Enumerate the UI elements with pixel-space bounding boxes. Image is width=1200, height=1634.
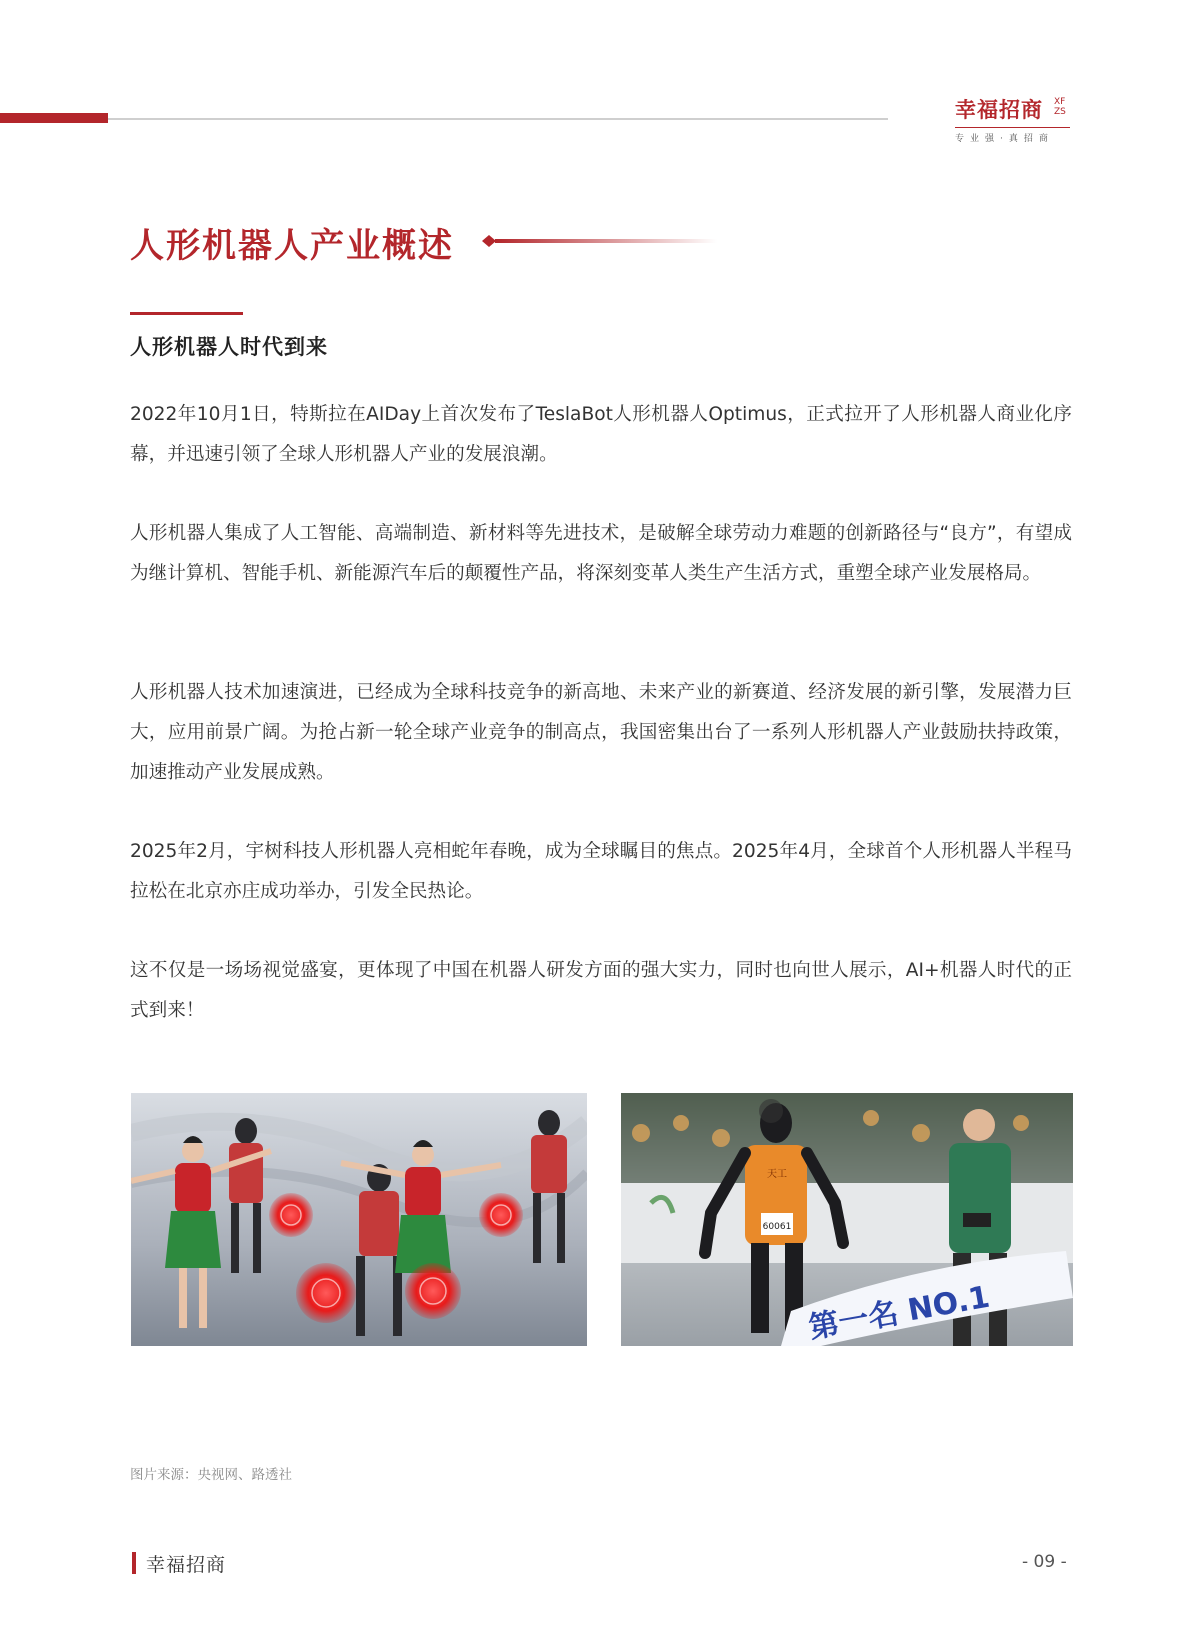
image-source-caption: 图片来源：央视网、路透社 [130, 1467, 292, 1483]
page-number: - 09 - [1022, 1552, 1067, 1572]
banner-first-place: 第一名 NO.1 [806, 1279, 993, 1346]
footer-accent-bar [132, 1552, 136, 1574]
brand-name: 幸福招商 [955, 98, 1043, 122]
paragraph-2: 人形机器人集成了人工智能、高端制造、新材料等先进技术，是破解全球劳动力难题的创新路径与“良方”，有望成为继计算机、智能手机、新能源汽车后的颠覆性产品，将深刻变革人类生产生活方式，重塑全球产业发展格局。 [130, 523, 1072, 584]
robot-bib-tag: 天工 [767, 1169, 787, 1180]
page-title: 人形机器人产业概述 [130, 226, 454, 266]
header-accent-bar [0, 113, 108, 123]
brand-divider [955, 127, 1070, 128]
brand-monogram: XF ZS [1054, 97, 1066, 117]
subtitle-accent-bar [130, 312, 243, 315]
brand-slogan: 专业强·真招商 [955, 134, 1054, 144]
footer-brand: 幸福招商 [146, 1554, 227, 1576]
header-rule [108, 118, 888, 120]
paragraph-1: 2022年10月1日，特斯拉在AIDay上首次发布了TeslaBot人形机器人Optimus，正式拉开了人形机器人商业化序幕，并迅速引领了全球人形机器人产业的发展浪潮。 [130, 404, 1072, 465]
paragraph-3: 人形机器人技术加速演进，已经成为全球科技竞争的新高地、未来产业的新赛道、经济发展的新引擎，发展潜力巨大，应用前景广阔。为抢占新一轮全球产业竞争的制高点，我国密集出台了一系列人形机器人产业鼓励扶持政策，加速推动产业发展成熟。 [130, 682, 1072, 783]
photo-robot-marathon [621, 1093, 1073, 1346]
paragraph-4: 2025年2月，宇树科技人形机器人亮相蛇年春晚，成为全球瞩目的焦点。2025年4月，全球首个人形机器人半程马拉松在北京亦庄成功举办，引发全民热论。 [130, 841, 1072, 902]
paragraph-5: 这不仅是一场场视觉盛宴，更体现了中国在机器人研发方面的强大实力，同时也向世人展示，AI+机器人时代的正式到来！ [130, 960, 1072, 1021]
header-logo [955, 94, 1075, 144]
robot-bib-number: 60061 [762, 1222, 792, 1232]
title-diamond-decoration [481, 233, 717, 249]
photo-spring-gala-robots [131, 1093, 587, 1346]
section-subtitle: 人形机器人时代到来 [130, 335, 328, 359]
